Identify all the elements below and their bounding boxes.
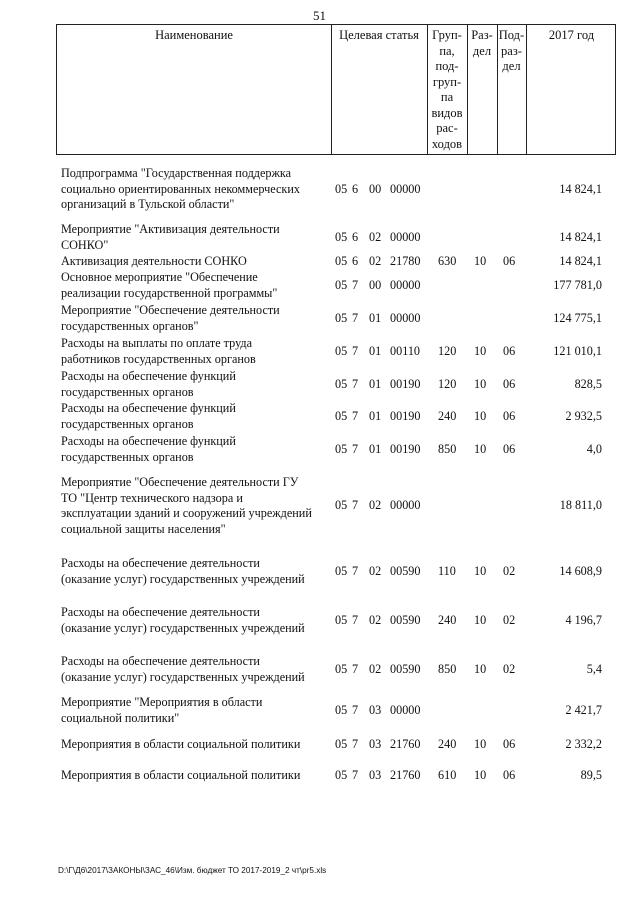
section-code: 10 — [474, 376, 487, 391]
header-name: Наименование — [155, 28, 233, 42]
target-code-event: 01 — [369, 310, 382, 325]
target-code-subprogram: 7 — [352, 277, 359, 292]
header-section-line: Раз- — [471, 28, 493, 42]
expense-group: 240 — [438, 612, 457, 627]
header-group-line: па — [440, 90, 454, 104]
row-name-line: государственных органов — [61, 416, 194, 431]
table-row — [0, 270, 639, 301]
header-group-line: ходов — [431, 136, 463, 151]
target-code-direction: 00190 — [390, 441, 421, 456]
row-name — [61, 605, 329, 636]
table-row — [0, 737, 639, 753]
amount-2017: 14 608,9 — [559, 563, 602, 578]
row-name — [61, 336, 329, 367]
target-code-event: 03 — [369, 702, 382, 717]
table-row — [0, 695, 639, 726]
amount-2017: 14 824,1 — [559, 254, 602, 268]
table-row — [0, 166, 639, 213]
amount-2017: 121 010,1 — [553, 343, 602, 358]
row-name-line: организаций в Тульской области" — [61, 197, 235, 211]
header-group-line: Груп- — [432, 28, 462, 42]
section-code: 10 — [474, 737, 487, 751]
row-name-line: Мероприятие "Активизация деятельности — [61, 222, 280, 236]
table-row — [0, 768, 639, 784]
row-name-line: Расходы на обеспечение деятельности — [61, 654, 260, 668]
header-subsection — [497, 28, 526, 75]
target-code-event: 02 — [369, 498, 382, 513]
target-code-program: 05 — [335, 408, 348, 423]
target-code-event: 02 — [369, 563, 382, 578]
target-code-event: 01 — [369, 441, 382, 456]
row-name-line: Расходы на обеспечение деятельности — [61, 556, 260, 570]
row-name-line: социальной защиты населения" — [61, 521, 226, 536]
target-code-program: 05 — [335, 277, 348, 292]
subsection-code: 02 — [503, 661, 516, 676]
amount-2017: 2 332,2 — [565, 737, 602, 751]
target-code-event: 02 — [369, 612, 382, 627]
target-code-program: 05 — [335, 376, 348, 391]
section-code: 10 — [474, 661, 487, 676]
column-divider — [526, 25, 527, 154]
row-name-line: (оказание услуг) государственных учреждений — [61, 620, 305, 635]
row-name-line: Мероприятие "Обеспечение деятельности ГУ — [61, 475, 299, 489]
row-name-line: Расходы на обеспечение функций — [61, 369, 236, 383]
amount-2017: 2 421,7 — [565, 702, 602, 717]
target-code-subprogram: 6 — [352, 229, 359, 244]
target-code-program: 05 — [335, 702, 348, 717]
target-code-direction: 00000 — [390, 229, 421, 244]
row-name-line: Расходы на обеспечение деятельности — [61, 605, 260, 619]
expense-group: 110 — [438, 563, 456, 578]
section-code: 10 — [474, 254, 487, 268]
target-code-direction: 00000 — [390, 310, 421, 325]
target-code-subprogram: 7 — [352, 408, 359, 423]
row-name — [61, 270, 329, 301]
target-code-program: 05 — [335, 254, 348, 268]
header-group-line: рас- — [436, 121, 458, 135]
target-code-program: 05 — [335, 310, 348, 325]
row-name — [61, 695, 329, 726]
subsection-code: 02 — [503, 563, 516, 578]
column-divider — [331, 25, 332, 154]
table-header — [56, 24, 616, 155]
expense-group: 630 — [438, 254, 457, 268]
table-row — [0, 434, 639, 465]
row-name — [61, 369, 329, 400]
target-code-direction: 00590 — [390, 661, 421, 676]
target-code-program: 05 — [335, 661, 348, 676]
row-name — [61, 166, 329, 213]
target-code-program: 05 — [335, 343, 348, 358]
header-group-line: под- — [435, 59, 459, 73]
target-code-subprogram: 7 — [352, 441, 359, 456]
target-code-program: 05 — [335, 768, 348, 782]
row-name-line: государственных органов — [61, 384, 194, 399]
target-code-subprogram: 7 — [352, 768, 359, 782]
header-section — [467, 28, 497, 59]
table-row — [0, 556, 639, 587]
row-name-line: Активизация деятельности СОНКО — [61, 254, 247, 268]
target-code-event: 01 — [369, 343, 382, 358]
table-row — [0, 654, 639, 685]
target-code-event: 00 — [369, 277, 382, 292]
target-code-subprogram: 7 — [352, 612, 359, 627]
row-name-line: ТО "Центр технического надзора и — [61, 490, 243, 505]
section-code: 10 — [474, 408, 487, 423]
amount-2017: 4 196,7 — [565, 612, 602, 627]
section-code: 10 — [474, 441, 487, 456]
header-subsection-line: дел — [502, 59, 521, 73]
target-code-direction: 00590 — [390, 563, 421, 578]
subsection-code: 06 — [503, 254, 516, 268]
header-target: Целевая статья — [339, 28, 419, 42]
target-code-program: 05 — [335, 441, 348, 456]
target-code-subprogram: 6 — [352, 181, 359, 196]
target-code-program: 05 — [335, 229, 348, 244]
section-code: 10 — [474, 612, 487, 627]
target-code-program: 05 — [335, 181, 348, 196]
target-code-direction: 00000 — [390, 277, 421, 292]
row-name — [61, 434, 329, 465]
expense-group: 240 — [438, 408, 457, 423]
amount-2017: 89,5 — [580, 768, 602, 782]
row-name-line: Подпрограмма "Государственная поддержка — [61, 166, 292, 180]
row-name — [61, 737, 329, 753]
target-code-subprogram: 7 — [352, 498, 359, 513]
header-group-line: па, — [439, 43, 455, 58]
row-name — [61, 475, 329, 537]
subsection-code: 06 — [503, 343, 516, 358]
amount-2017: 18 811,0 — [559, 498, 602, 513]
target-code-direction: 21780 — [390, 254, 421, 268]
row-name — [61, 254, 329, 270]
target-code-subprogram: 7 — [352, 343, 359, 358]
row-name-line: Мероприятие "Мероприятия в области — [61, 695, 263, 709]
amount-2017: 14 824,1 — [559, 229, 602, 244]
table-row — [0, 336, 639, 367]
target-code-event: 02 — [369, 661, 382, 676]
target-code-event: 00 — [369, 181, 382, 196]
section-code: 10 — [474, 563, 487, 578]
target-code-direction: 00590 — [390, 612, 421, 627]
page-number: 51 — [313, 8, 326, 23]
target-code-subprogram: 7 — [352, 737, 359, 751]
header-subsection-line: Под- — [498, 28, 525, 42]
row-name — [61, 768, 329, 784]
row-name — [61, 222, 329, 253]
row-name — [61, 654, 329, 685]
row-name-line: Основное мероприятие "Обеспечение — [61, 270, 258, 284]
subsection-code: 06 — [503, 768, 516, 782]
target-code-direction: 00110 — [390, 343, 421, 358]
row-name-line: Мероприятия в области социальной политики — [61, 768, 301, 782]
amount-2017: 4,0 — [586, 441, 602, 456]
header-year: 2017 год — [548, 28, 595, 42]
target-code-event: 01 — [369, 376, 382, 391]
target-code-subprogram: 6 — [352, 254, 359, 268]
target-code-direction: 00000 — [390, 181, 421, 196]
table-row — [0, 605, 639, 636]
row-name — [61, 556, 329, 587]
row-name — [61, 401, 329, 432]
row-name-line: государственных органов — [61, 449, 194, 464]
expense-group: 120 — [438, 376, 457, 391]
row-name — [61, 303, 329, 334]
target-code-direction: 21760 — [390, 737, 421, 751]
target-code-event: 02 — [369, 254, 382, 268]
table-row — [0, 222, 639, 253]
amount-2017: 2 932,5 — [565, 408, 602, 423]
expense-group: 120 — [438, 343, 457, 358]
row-name-line: социально ориентированных некоммерческих — [61, 181, 300, 196]
expense-group: 610 — [438, 768, 457, 782]
target-code-subprogram: 7 — [352, 661, 359, 676]
row-name-line: Расходы на обеспечение функций — [61, 401, 236, 415]
target-code-direction: 00000 — [390, 702, 421, 717]
expense-group: 850 — [438, 441, 457, 456]
subsection-code: 06 — [503, 441, 516, 456]
target-code-direction: 21760 — [390, 768, 421, 782]
row-name-line: эксплуатации зданий и сооружений учреждений — [61, 506, 312, 520]
target-code-subprogram: 7 — [352, 702, 359, 717]
subsection-code: 06 — [503, 408, 516, 423]
amount-2017: 5,4 — [586, 661, 602, 676]
row-name-line: Мероприятия в области социальной политики — [61, 737, 301, 751]
table-row — [0, 401, 639, 432]
target-code-event: 03 — [369, 768, 382, 782]
subsection-code: 06 — [503, 376, 516, 391]
section-code: 10 — [474, 768, 487, 782]
row-name-line: социальной политики" — [61, 710, 180, 725]
amount-2017: 124 775,1 — [553, 310, 602, 325]
row-name-line: реализации государственной программы" — [61, 285, 278, 300]
target-code-subprogram: 7 — [352, 310, 359, 325]
table-row — [0, 303, 639, 334]
header-group-line: груп- — [432, 74, 462, 89]
target-code-direction: 00190 — [390, 376, 421, 391]
row-name-line: Расходы на обеспечение функций — [61, 434, 236, 448]
header-subsection-line: раз- — [501, 43, 522, 58]
row-name-line: СОНКО" — [61, 237, 109, 252]
row-name-line: государственных органов" — [61, 318, 199, 333]
header-group — [427, 28, 467, 152]
row-name-line: Расходы на выплаты по оплате труда — [61, 336, 253, 350]
row-name-line: работников государственных органов — [61, 351, 256, 366]
amount-2017: 177 781,0 — [553, 277, 602, 292]
target-code-program: 05 — [335, 612, 348, 627]
target-code-direction: 00000 — [390, 498, 421, 513]
target-code-program: 05 — [335, 563, 348, 578]
target-code-direction: 00190 — [390, 408, 421, 423]
expense-group: 240 — [438, 737, 457, 751]
table-row — [0, 475, 639, 537]
section-code: 10 — [474, 343, 487, 358]
file-path-footer: D:\Г\Д6\2017\ЗАКОНЫ\ЗАС_46\Изм. бюджет ТО 2017-2019_2 чт\pr5.xls — [58, 866, 327, 875]
target-code-event: 01 — [369, 408, 382, 423]
target-code-program: 05 — [335, 737, 348, 751]
row-name-line: (оказание услуг) государственных учреждений — [61, 571, 305, 586]
target-code-subprogram: 7 — [352, 376, 359, 391]
row-name-line: Мероприятие "Обеспечение деятельности — [61, 303, 280, 317]
amount-2017: 14 824,1 — [559, 181, 602, 196]
amount-2017: 828,5 — [574, 376, 602, 391]
target-code-event: 03 — [369, 737, 382, 751]
row-name-line: (оказание услуг) государственных учреждений — [61, 669, 305, 684]
table-row — [0, 369, 639, 400]
header-section-line: дел — [472, 43, 492, 58]
expense-group: 850 — [438, 661, 457, 676]
target-code-program: 05 — [335, 498, 348, 513]
subsection-code: 06 — [503, 737, 516, 751]
target-code-subprogram: 7 — [352, 563, 359, 578]
target-code-event: 02 — [369, 229, 382, 244]
subsection-code: 02 — [503, 612, 516, 627]
header-group-line: видов — [431, 105, 463, 120]
table-row — [0, 254, 639, 270]
